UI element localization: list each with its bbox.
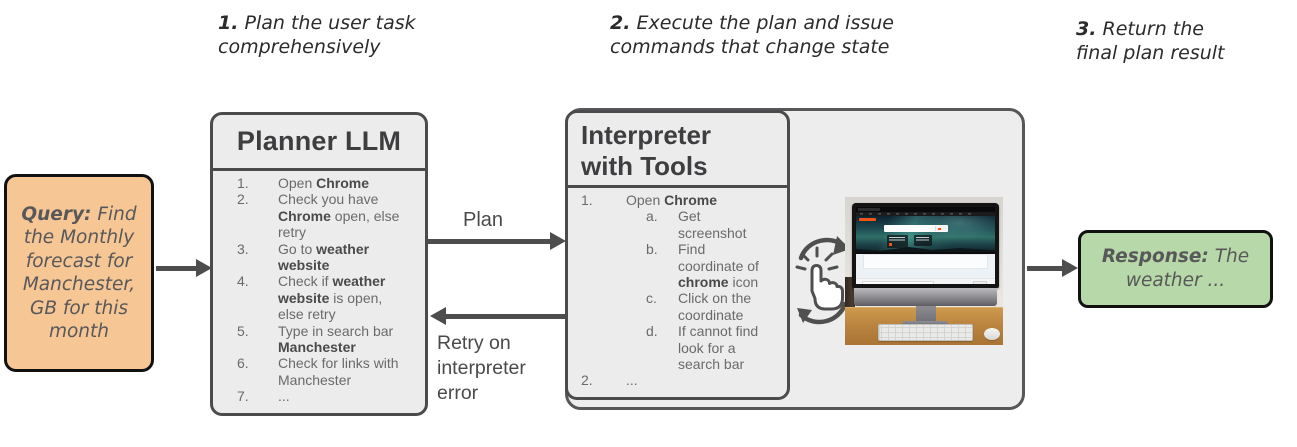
footer-input bbox=[862, 281, 934, 284]
plan-arrow bbox=[428, 239, 551, 244]
list-item: 6. Check for links with Manchester bbox=[237, 355, 399, 388]
browser-titlebar bbox=[856, 207, 995, 212]
accuweather-logo bbox=[859, 218, 876, 221]
step3-line2: final plan result bbox=[1076, 41, 1225, 64]
desktop-computer-photo bbox=[845, 197, 1003, 345]
list-item: a. Get screenshot bbox=[646, 208, 747, 241]
list-item: 1. Open Chrome bbox=[581, 192, 718, 208]
imac-monitor bbox=[852, 203, 999, 306]
step1-annotation bbox=[218, 12, 416, 59]
arrowhead-to-response bbox=[1062, 259, 1078, 277]
step3-number: 3. bbox=[1076, 18, 1097, 40]
monitor-frame bbox=[852, 203, 999, 288]
webpage-content-area bbox=[856, 254, 995, 278]
arrowhead-query-to-planner bbox=[196, 259, 212, 277]
browser-tab bbox=[858, 208, 880, 211]
list-item: 5. Type in search bar Manchester bbox=[237, 322, 394, 356]
step2-annotation bbox=[610, 12, 894, 59]
retry-arrow bbox=[445, 314, 565, 319]
retry-label: Retry on interpreter error bbox=[437, 332, 526, 404]
plan-label: Plan bbox=[462, 209, 504, 231]
step3-line1: Return the bbox=[1102, 18, 1204, 40]
planner-steps bbox=[213, 171, 425, 405]
mountain-silhouette bbox=[856, 245, 995, 252]
aurora-hero-banner bbox=[856, 216, 995, 252]
list-item: 7. ... bbox=[237, 388, 290, 405]
interpreter-title: Interpreter with Tools bbox=[568, 113, 787, 188]
response-text: Response: The weather ... bbox=[1101, 246, 1256, 291]
monitor-screen bbox=[856, 207, 995, 284]
footer-button bbox=[973, 281, 987, 284]
response-box bbox=[1078, 230, 1273, 308]
weather-card bbox=[914, 235, 932, 246]
step2-line1: Execute the plan and issue bbox=[636, 12, 894, 34]
list-item: 2. Check you have Chrome open, else retry bbox=[237, 191, 400, 241]
interpreter-steps bbox=[568, 188, 787, 389]
webpage-footer-bar bbox=[856, 278, 995, 284]
mouse bbox=[984, 328, 1000, 340]
step1-number: 1. bbox=[218, 12, 239, 34]
list-item: 3. Go to weather website bbox=[237, 240, 370, 274]
list-item: 1. Open Chrome bbox=[237, 175, 370, 191]
step2-number: 2. bbox=[610, 12, 631, 34]
step1-line1: Plan the user task bbox=[244, 12, 416, 34]
arrow-to-response bbox=[1027, 266, 1064, 271]
planner-title: Planner LLM bbox=[213, 115, 425, 171]
retry-arrowhead bbox=[430, 307, 446, 325]
plan-arrowhead bbox=[550, 232, 566, 250]
list-item: d. If cannot find look for a search bar bbox=[646, 323, 759, 373]
step1-line2: comprehensively bbox=[218, 35, 381, 58]
interpreter-panel bbox=[565, 110, 790, 400]
keyboard bbox=[878, 324, 973, 341]
step3-annotation bbox=[1076, 18, 1225, 65]
list-item: 2. ... bbox=[581, 372, 638, 389]
webpage-content-card bbox=[863, 254, 988, 269]
list-item: c. Click on the coordinate bbox=[646, 290, 752, 323]
list-item: b. Find coordinate of chrome icon bbox=[646, 241, 759, 291]
arrow-query-to-planner bbox=[156, 266, 198, 271]
monitor-chin bbox=[854, 288, 997, 306]
weather-search-button bbox=[935, 226, 947, 231]
step2-line2: commands that change state bbox=[610, 35, 890, 58]
weather-search-bar bbox=[884, 225, 948, 232]
query-box bbox=[4, 174, 154, 372]
query-text: Query: Find the Monthly forecast for Manchester, GB for this month bbox=[21, 203, 143, 342]
list-item: 4. Check if weather website is open, else retry bbox=[237, 273, 386, 323]
pointing-hand bbox=[812, 266, 843, 310]
planner-panel bbox=[210, 112, 428, 416]
tap-gesture-icon bbox=[795, 226, 851, 336]
weather-card bbox=[887, 235, 908, 248]
